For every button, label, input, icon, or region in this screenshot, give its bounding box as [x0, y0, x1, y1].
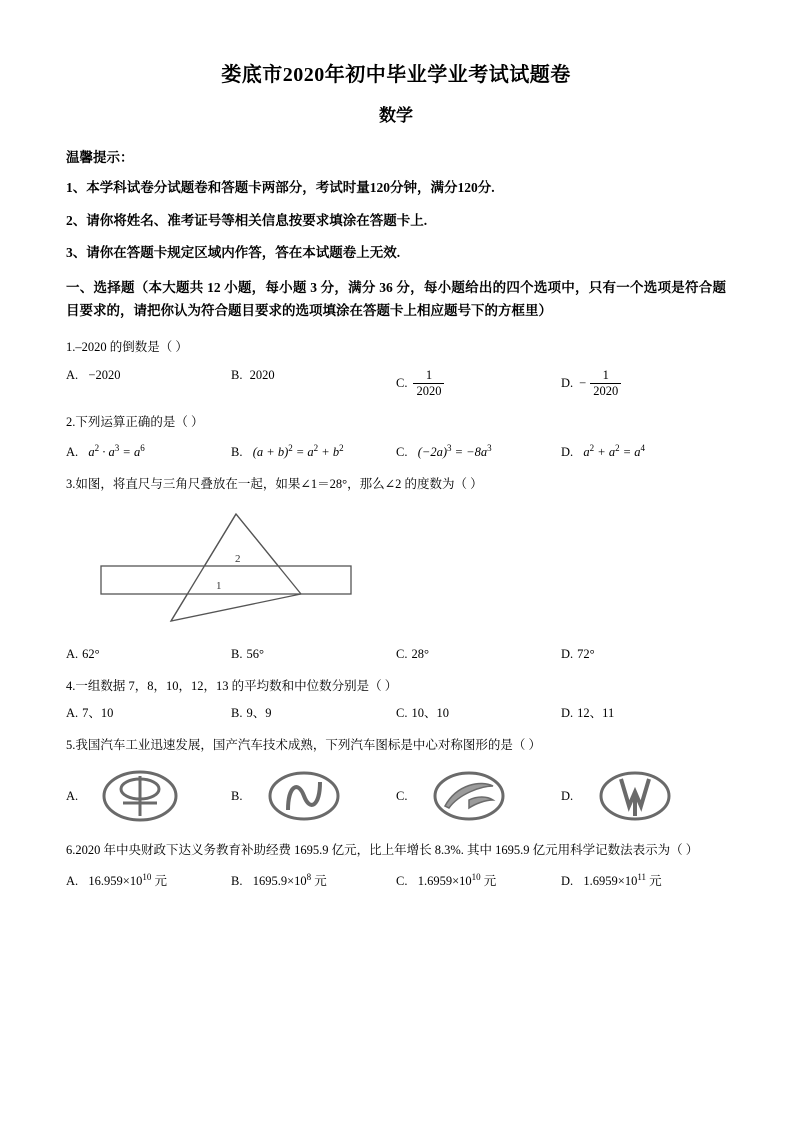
question-5-option-c[interactable] [396, 766, 561, 826]
question-4-option-c[interactable] [396, 703, 561, 721]
angle-1-label: 1 [216, 579, 222, 592]
notice-item-3: 3、请你在答题卡规定区域内作答，答在本试题卷上无效. [66, 245, 401, 261]
option-a-text: 7、10 [82, 705, 114, 720]
question-2-stem: 2.下列运算正确的是（ ） [66, 414, 204, 429]
question-6-options [66, 871, 726, 889]
question-3 [66, 474, 726, 661]
option-b-label: B. [231, 368, 243, 383]
option-b-label: B. [231, 874, 243, 889]
question-6 [66, 840, 726, 889]
question-1-option-a[interactable] [66, 368, 231, 383]
dongfeng-nissan-logo [258, 766, 350, 826]
question-2-option-d[interactable] [561, 443, 726, 460]
option-b-label: B. [231, 646, 243, 661]
option-d-text: $a^2 + a^2 = a^4$ [580, 443, 646, 460]
option-d-fraction: $\frac{1}{2020}$ [590, 368, 621, 398]
question-5-option-b[interactable] [231, 766, 396, 826]
option-c-label: C. [396, 445, 408, 460]
option-a-text: 62° [82, 646, 100, 661]
option-c-text: 28° [411, 646, 429, 661]
question-4-option-a[interactable] [66, 703, 231, 721]
question-5 [66, 735, 726, 826]
option-b-label: B. [231, 788, 243, 803]
page-content [66, 58, 726, 903]
question-1-stem: 1.–2020 的倒数是（ ） [66, 339, 188, 354]
option-b-label: B. [231, 445, 243, 460]
option-b-text: 9、9 [246, 705, 272, 720]
option-b-text: $(a + b)^2 = a^2 + b^2$ [249, 443, 344, 460]
question-3-option-b[interactable] [231, 647, 396, 662]
question-2-option-b[interactable] [231, 443, 396, 460]
option-b-text: 56° [246, 646, 264, 661]
question-4-option-b[interactable] [231, 703, 396, 721]
question-1-option-c[interactable] [396, 368, 561, 398]
option-d-text: 72° [577, 646, 595, 661]
question-5-options [66, 766, 726, 826]
option-c-label: C. [396, 375, 408, 390]
question-1-options [66, 368, 726, 398]
option-a-label: A. [66, 445, 79, 460]
option-b-text: 2020 [249, 368, 275, 383]
option-a-label: A. [66, 874, 79, 889]
option-c-text: $(-2a)^3 = -8a^3$ [414, 443, 492, 460]
question-2-option-a[interactable] [66, 443, 231, 460]
trumpchi-logo [589, 766, 681, 826]
question-1-option-d[interactable] [561, 368, 726, 398]
option-c-text: 10、10 [411, 705, 449, 720]
question-2-option-c[interactable] [396, 443, 561, 460]
option-c-label: C. [396, 646, 408, 661]
question-6-option-d[interactable] [561, 871, 726, 889]
question-5-option-d[interactable] [561, 766, 726, 826]
notice-item-2: 2、请你将姓名、准考证号等相关信息按要求填涂在答题卡上. [66, 212, 428, 228]
option-d-label: D. [561, 445, 574, 460]
page-title: 娄底市2020年初中毕业学业考试试题卷 [221, 64, 571, 86]
question-5-option-a[interactable] [66, 766, 231, 826]
option-d-label: D. [561, 705, 574, 720]
option-c-label: C. [396, 705, 408, 720]
changan-logo [423, 766, 515, 826]
option-a-text: −2020 [85, 368, 121, 383]
subject-title: 数学 [379, 106, 413, 125]
notice-heading: 温馨提示： [66, 150, 134, 165]
option-d-minus: − [579, 375, 587, 390]
notice-item-1: 1、本学科试卷分试题卷和答题卡两部分，考试时量120分钟，满分120分. [66, 180, 495, 195]
option-c-label: C. [396, 788, 408, 803]
question-6-option-c[interactable] [396, 871, 561, 889]
question-4-stem: 4.一组数据 7，8，10，12，13 的平均数和中位数分别是（ ） [66, 678, 398, 693]
option-b-text: $1695.9\times 10^8$ 元 [249, 872, 327, 889]
question-6-option-a[interactable] [66, 871, 231, 889]
option-a-label: A. [66, 368, 79, 383]
question-4-options [66, 703, 726, 721]
question-2-options [66, 443, 726, 460]
question-3-option-d[interactable] [561, 647, 726, 662]
section-one-heading: 一、选择题（本大题共 12 小题，每小题 3 分，满分 36 分，每小题给出的四个选项中，只有一个选项是符合题目要求的，请把你认为符合题目要求的选项填涂在答题卡上相应题号下的方框里） [66, 279, 726, 319]
option-d-label: D. [561, 646, 574, 661]
option-d-text: 12、11 [577, 705, 615, 720]
ruler-triangle-figure [66, 506, 726, 641]
question-6-option-b[interactable] [231, 871, 396, 889]
option-c-text: $1.6959\times 10^{10}$ 元 [414, 872, 497, 889]
option-a-label: A. [66, 705, 79, 720]
question-3-options [66, 647, 726, 662]
option-a-text: $a^2 \cdot a^3 = a^6$ [85, 443, 145, 460]
option-d-label: D. [561, 788, 574, 803]
question-2 [66, 412, 726, 460]
question-3-option-a[interactable] [66, 647, 231, 662]
question-1 [66, 337, 726, 398]
option-d-label: D. [561, 375, 574, 390]
question-4-option-d[interactable] [561, 703, 726, 721]
option-d-label: D. [561, 874, 574, 889]
question-1-option-b[interactable] [231, 368, 396, 383]
option-c-label: C. [396, 874, 408, 889]
option-c-fraction: $\frac{1}{2020}$ [413, 368, 444, 398]
option-a-label: A. [66, 646, 79, 661]
toyota-like-logo [94, 766, 186, 826]
question-3-stem: 3.如图，将直尺与三角尺叠放在一起，如果∠1＝28°，那么∠2 的度数为（ ） [66, 477, 483, 492]
question-5-stem: 5.我国汽车工业迅速发展，国产汽车技术成熟，下列汽车图标是中心对称图形的是（ ） [66, 737, 542, 752]
question-4 [66, 676, 726, 721]
option-a-label: A. [66, 788, 79, 803]
option-b-label: B. [231, 705, 243, 720]
ruler-triangle-svg [66, 506, 486, 641]
option-a-text: $16.959\times 10^{10}$ 元 [85, 872, 167, 889]
question-3-option-c[interactable] [396, 647, 561, 662]
question-6-stem: 6.2020 年中央财政下达义务教育补助经费 1695.9 亿元，比上年增长 8.3%. 其中 1695.9 亿元用科学记数法表示为（ ） [66, 843, 699, 858]
option-d-text: $1.6959\times 10^{11}$ 元 [580, 872, 662, 889]
angle-2-label: 2 [235, 552, 241, 565]
